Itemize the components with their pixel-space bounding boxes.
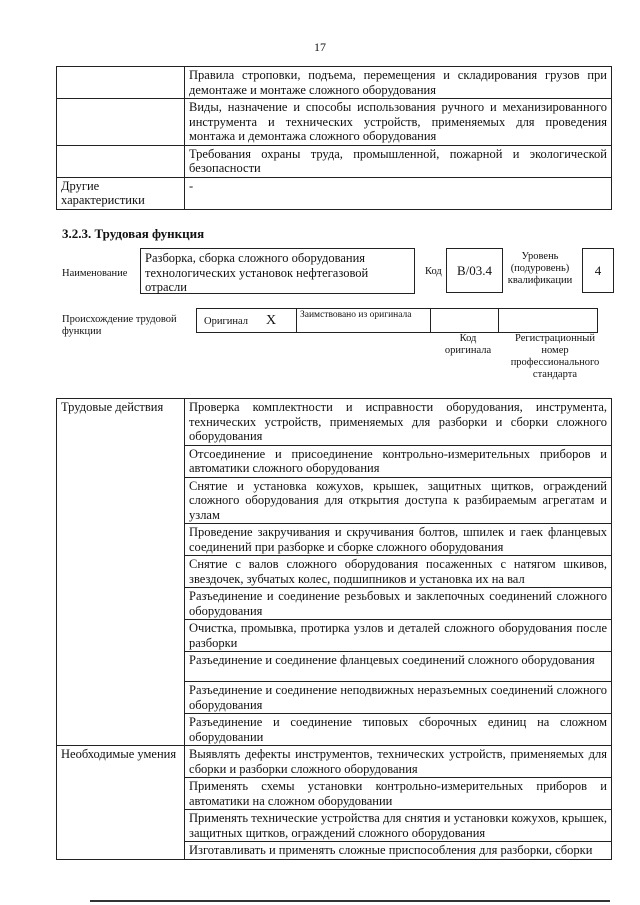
table-cell: Разъединение и соединение резьбовых и заклепочных соединений сложного оборудования	[185, 588, 612, 620]
page-number: 17	[314, 40, 326, 54]
original-label: Оригинал	[204, 316, 248, 327]
table-cell-right: Правила строповки, подъема, перемещения и складирования грузов при демонтаже и монтаже сложного оборудования	[185, 67, 612, 99]
function-name-value: Разборка, сборка сложного оборудования технологических установок нефтегазовой отрасли	[140, 248, 415, 294]
section-title: 3.2.3. Трудовая функция	[62, 226, 205, 241]
group-title-skills: Необходимые умения	[57, 746, 185, 860]
top-requirements-table	[56, 66, 612, 210]
level-label: Уровень (подуровень) квалификации	[507, 251, 573, 286]
table-cell: Разъединение и соединение типовых сборочных единиц на сложном оборудовании	[185, 714, 612, 746]
table-cell-right: Требования охраны труда, промышленной, пожарной и экологической безопасности	[185, 145, 612, 177]
labor-function-table	[56, 398, 612, 860]
table-cell: Применять схемы установки контрольно-измерительных приборов и автоматики на сложном оборудовании	[185, 778, 612, 810]
origin-divider	[430, 308, 431, 333]
table-row	[57, 399, 612, 446]
table-cell: Проверка комплектности и исправности оборудования, инструмента, технических устройств, применяемых для разборки и сборки сложного оборудования	[185, 399, 612, 446]
reg-number-caption: Регистрационный номер профессионального стандарта	[510, 333, 600, 380]
name-label: Наименование	[62, 268, 128, 279]
code-original-caption: Код оригинала	[444, 333, 492, 356]
table-cell-left	[57, 99, 185, 146]
origin-divider	[498, 308, 499, 333]
borrowed-label: Заимствовано из оригинала	[300, 310, 412, 320]
level-value: 4	[582, 248, 614, 293]
original-mark: X	[266, 313, 277, 328]
code-label: Код	[425, 266, 442, 277]
table-cell: Снятие с валов сложного оборудования посаженных с натягом шкивов, звездочек, зубчатых колес, подшипников и установка их на вал	[185, 556, 612, 588]
table-row	[57, 746, 612, 778]
origin-divider	[296, 308, 297, 333]
table-cell: Снятие и установка кожухов, крышек, защитных щитков, ограждений сложного оборудования для открытия доступа к разбираемым агрегатам и узлам	[185, 477, 612, 524]
table-row	[57, 177, 612, 209]
function-code-value: В/03.4	[446, 248, 503, 293]
table-cell: Проведение закручивания и скручивания болтов, шпилек и гаек фланцевых соединений при разборке и сборке сложного оборудования	[185, 524, 612, 556]
table-cell: Изготавливать и применять сложные приспособления для разборки, сборки	[185, 842, 612, 860]
table-cell-left	[57, 67, 185, 99]
table-cell: Очистка, промывка, протирка узлов и деталей сложного оборудования после разборки	[185, 620, 612, 652]
group-title-actions: Трудовые действия	[57, 399, 185, 746]
table-cell-left	[57, 145, 185, 177]
page-edge-line	[90, 900, 610, 902]
table-cell: Применять технические устройства для снятия и установки кожухов, крышек, защитных щитков, ограждений сложного оборудования	[185, 810, 612, 842]
table-cell: Разъединение и соединение неподвижных неразъемных соединений сложного оборудования	[185, 682, 612, 714]
table-row	[57, 145, 612, 177]
table-cell-left: Другие характеристики	[57, 177, 185, 209]
origin-label: Происхождение трудовой функции	[62, 314, 177, 337]
table-cell: Разъединение и соединение фланцевых соединений сложного оборудования	[185, 652, 612, 682]
table-cell-right: -	[185, 177, 612, 209]
table-cell: Выявлять дефекты инструментов, технических устройств, применяемых для сборки и разборки сложного оборудования	[185, 746, 612, 778]
table-cell: Отсоединение и присоединение контрольно-измерительных приборов и автоматики сложного оборудования	[185, 445, 612, 477]
table-row	[57, 99, 612, 146]
table-row	[57, 67, 612, 99]
table-cell-right: Виды, назначение и способы использования ручного и механизированного инструмента и технических устройств, применяемых для проведения монтажа и демонтажа сложного оборудования	[185, 99, 612, 146]
